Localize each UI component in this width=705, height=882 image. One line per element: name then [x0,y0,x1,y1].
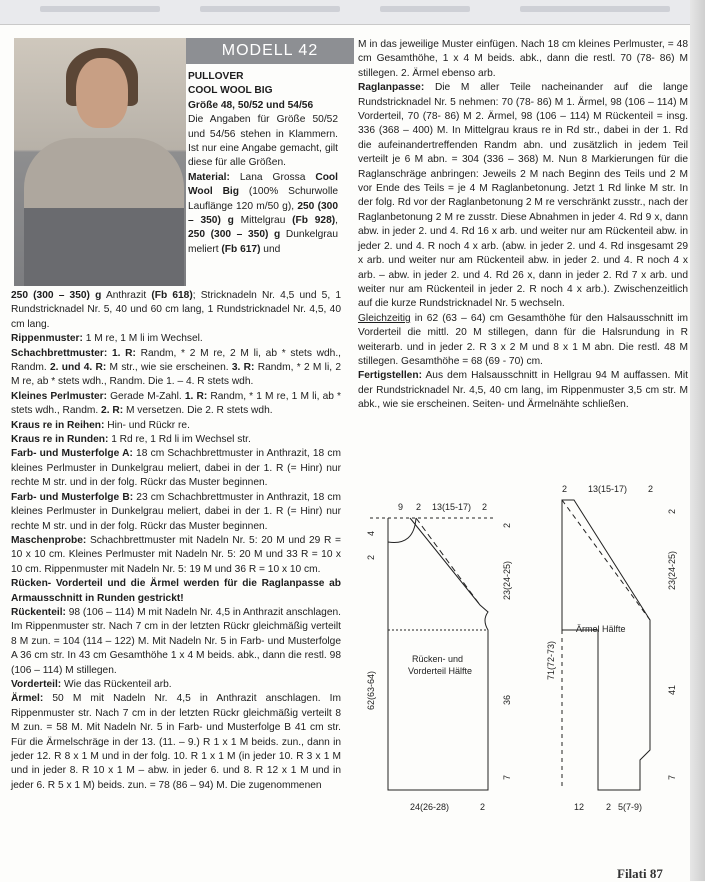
material-brand: Lana Grossa [239,171,316,183]
material-code-1: (Fb 928) [292,215,336,227]
text-run: 2. und 4. R: [49,362,107,374]
sizes-text: Die Angaben für Größe 50/52 und 54/56 stehen in Klammern. Ist nur eine Angabe gemacht, gilt diese für alle Größen. [188,114,338,169]
text-run: Gleichzeitig [358,312,411,324]
instructions-right-column [358,38,688,413]
paragraph [11,332,341,346]
paragraph [358,312,688,370]
dim-sleeve-top-2b: 2 [648,484,654,494]
text-run: ; Stricknadeln Nr. 4,5 und 5, 1 Rundstricknadel Nr. 5, 40 und 60 cm lang, 1 Rundstricknadel Nr. 4,5, 40 cm lang. [11,290,341,330]
page-edge-bleed [690,0,705,881]
dim-raglan-height: 23(24-25) [502,560,512,600]
material-qty-2: 250 (300 – 350) g [188,229,281,241]
front-label-2: Vorderteil Hälfte [408,666,473,676]
text-run: Randm, * 2 M li, 2 M re, ab * stets wdh., Randm. Die 1. – 4. R stets wdh. [11,362,341,388]
dim-sleeve-rib: 7 [667,774,677,780]
paragraph [11,577,341,606]
neck-curve [388,518,416,543]
paragraph [358,369,688,412]
text-run: M versetzen. Die 2. R stets wdh. [123,405,273,417]
text-run: in 62 (63 – 64) cm Gesamthöhe für den Halsausschnitt im Vorderteil die mittl. 20 M stillegen, dann für die Halsrundung in R weiterarb. und in jeder 2. R 3 x 2 M und 8 x 1 M abn. Die restl. 48 M stillegen. Gesamthöhe = 68 (69 - 70) cm. [358,312,688,367]
material-label: Material: [188,171,230,183]
text-run: Farb- und Musterfolge A: [11,448,133,460]
text-run: 1. R: [184,390,208,402]
material-color-2: Dunkelgrau meliert [188,229,338,255]
material-code-2: (Fb 617) [221,243,261,255]
text-run: 98 (106 – 114) M mit Nadeln Nr. 4,5 in Anthrazit anschlagen. Im Rippenmuster str. Nach 7 cm in der letzten Rückr gleichmäßig verteilt 8 M zun. = 104 (114 – 122) M. Mit Nadeln Nr. 5 in Farb- und Musterfolge A 36 cm str. In 43 cm Gesamthöhe 1 x 4 M beids. abk., dann die restl. 98 (106 – 114) M stillegen. [11,606,341,676]
sleeve-dims [546,484,677,812]
dim-front-top-2a: 2 [416,502,422,512]
text-run: Rückenteil: [11,606,66,618]
text-run: 1 M re, 1 M li im Wechsel. [82,333,203,345]
sleeve-outline [562,500,650,790]
paragraph [358,38,688,81]
text-run: Anthrazit [101,290,152,301]
dim-sleeve-length: 41 [667,684,677,695]
dim-sleeve-raglan: 23(24-25) [667,550,677,590]
text-run: Maschenprobe: [11,534,87,546]
text-run: Schachbrettmuster: 1. R: [11,347,136,359]
text-run: 23 cm Schachbrettmuster in Anthrazit, 18 cm kleines Perlmuster in Dunkelgrau meliert, dabei in der 1. R (= Hinr) nur rechte M str. und in der folg. Rückr das Muster beginnen. [11,491,341,532]
text-run: Wie das Rückenteil arb. [61,678,172,690]
text-run: Fertigstellen: [358,370,422,382]
material-text [188,171,338,257]
dim-neck-depth: 4 [366,530,376,536]
sleeve-label: Ärmel Hälfte [576,624,626,634]
paragraph [11,491,341,534]
dim-front-bottom-2: 2 [480,802,486,812]
text-run: Gerade M-Zahl. [106,390,185,402]
dim-front-left-2: 2 [366,554,376,560]
paragraph [11,347,341,390]
garment-type: PULLOVER [188,71,244,82]
front-label-1: Rücken- und [412,654,464,664]
paragraph [11,606,341,678]
paragraph [11,433,341,447]
text-run: Schachbrettmuster mit Nadeln Nr. 5: 20 M und 29 R = 10 x 10 cm. Kleines Perlmuster mit Nadeln Nr. 5: 20 M und 33 R = 10 x 10 cm. Rippenmuster mit Nadeln Nr. 5: 19 M und 36 R = 10 x 10 cm. [11,534,341,575]
text-run: Aus dem Halsausschnitt in Hellgrau 94 M auffassen. Mit der Rundstricknadel Nr. 4,5, 40 cm lang, im Rippenmuster 3,5 cm str. M abk., wie sie erscheinen. Seiten- und Ärmelnähte schließen. [358,370,688,411]
dim-front-top-raglan: 13(15-17) [432,502,472,512]
paragraph [11,447,341,490]
dim-body-height: 36 [502,694,512,705]
text-run: Rücken- Vorderteil und die Ärmel werden für die Raglanpasse ab Armausschnitt in Runden gestrickt! [11,578,341,604]
material-spec: (100% Schurwolle Lauflänge 120 m/50 g), [188,186,339,212]
dim-front-width: 24(26-28) [410,802,450,812]
dim-sleeve-cuff: 12 [574,802,585,812]
dim-sleeve-bottom-2: 2 [606,802,612,812]
text-run: M str., wie sie erscheinen. [106,362,232,374]
dim-front-right-2: 2 [502,522,512,528]
dim-neck-width: 9 [398,502,404,512]
model-number-banner: MODELL 42 [186,38,354,64]
text-run: Farb- und Musterfolge B: [11,491,134,503]
text-run: (Fb 618) [151,290,193,301]
dim-sleeve-increase: 5(7-9) [618,802,643,812]
dim-sleeve-top-raglan: 13(15-17) [588,484,628,494]
paragraph [11,534,341,577]
text-run: Raglanpasse: [358,82,425,94]
text-run: 250 (300 – 350) g [11,290,102,301]
paragraph [11,390,341,419]
material-yarn: Cool Wool Big [188,171,338,198]
intro-block [188,70,338,257]
paragraph [11,692,341,793]
text-run: 3. R: [231,362,255,374]
text-run: Die M aller Teile nacheinander auf die lange Rundstricknadel Nr. 5 nehmen: 70 (78- 86) M 1. Ärmel, 98 (106 – 114) M Vorderteil, 70 (78- 86) M 2. Ärmel, 98 (106 – 114) M Rückenteil = insg. 336 (368 – 400) M. In Mittelgrau kraus re in Rd str., dabei in der 1. Rd die aufeinandertreffenden Randm abn. und zusätzlich in jedem Teil verteilt je 6 M abn. = 304 (336 – 368) M. Nun 8 Markierungen für die Raglanschräge anbringen: Jeweils 2 M nach Beginn des Teils und 2 M vor Ende des Teils = je 4 M Raglanbetonung. Jetzt 1 Rd linke M str. In der folg. Rd vor der Raglanbetonung 2 M re verschränkt zusstr., nach der Raglanbetonung 2 M re zusstr. Diese Abnahmen in jeder 4. Rd 9 x, dann abw. in jeder 2. und 4. Rd 16 x arb. und weiter nur am Rückenteil abw. in jeder 2. und 4. R noch 4 x arb. (abw. in jeder 2. und 4. Rd insgesamt 29 x arb. und weiter nur am Rückenteil abw. in jeder 2. und 4. R noch 4 x arb. – abw. in jeder 2. und 4. Rd 26 x, dann in jeder 2. Rd 7 x arb. und weiter nur am Rückenteil in jeder 2. R noch 4 x arb.). Zwischenzeitlich auf die kurze Rundstricknadel Nr. 5 wechseln. [358,82,688,310]
text-run: 1 Rd re, 1 Rd li im Wechsel str. [108,434,251,446]
schematic-diagram [350,480,685,835]
material-sep: , [335,215,338,227]
text-run: Kraus re in Runden: [11,434,109,446]
text-run: Rippenmuster: [11,333,83,345]
dim-front-top-2b: 2 [482,502,488,512]
paragraph [11,419,341,433]
dim-rib-height: 7 [502,774,512,780]
paragraph [11,289,341,332]
text-run: Ärmel: [11,693,44,705]
dim-sleeve-right-2: 2 [667,508,677,514]
text-run: Randm, * 1 M re, 1 M li, ab * stets wdh., Randm. [11,390,341,417]
page-footer: Filati 87 [617,866,663,881]
dim-total-height: 62(63-64) [366,670,376,710]
yarn-name: COOL WOOL BIG [188,85,273,97]
dim-sleeve-top-2a: 2 [562,484,568,494]
material-and: und [260,243,281,255]
material-color-1: Mittelgrau [233,215,293,227]
text-run: Hin- und Rückr re. [104,419,190,431]
text-run: Randm, * 2 M re, 2 M li, ab * stets wdh., Randm. [11,347,341,374]
text-run: Kraus re in Reihen: [11,419,105,431]
previous-page-bleed [0,0,705,25]
paragraph [358,81,688,312]
text-run: 2. R: [101,405,124,417]
instructions-left-column [11,289,341,793]
text-run: 50 M mit Nadeln Nr. 4,5 in Anthrazit anschlagen. Im Rippenmuster str. Nach 7 cm in der letzten Rückr gleichmäßig verteilt 8 M zun. = 58 M. Mit Nadeln Nr. 5 in Farb- und Musterfolge B 41 cm str. Für die Ärmelschräge in der 13. (11. – 9.) R 1 x 1 M beids. zun., dann in jeder 12. R 8 x 1 M und in der folg. 10. R 1 x 1 M (in jeder 10. R 3 x 1 M und in jeder 8. R 10 x 1 M – abw. in jeder 6. und 8. R 12 x 1 M und in jeder 6. R 5 x 1 M) beids. zun. = 78 (86 – 94) M. Die zugenommenen [11,693,341,791]
text-run: Kleines Perlmuster: [11,390,107,402]
paragraph [11,678,341,692]
sizes-line: Größe 48, 50/52 und 54/56 [188,99,314,111]
text-run: Vorderteil: [11,678,62,690]
text-run: 18 cm Schachbrettmuster in Anthrazit, 18 cm kleines Perlmuster in Dunkelgrau meliert, dabei in der 1. R (= Hinr) nur rechte M str. und in der folg. Rückr das Muster beginnen. [11,448,341,489]
model-photo [14,38,186,286]
text-run: M in das jeweilige Muster einfügen. Nach 18 cm kleines Perlmuster, = 48 cm Gesamthöhe, 1 x 4 M beids. abk., dann die restl. 70 (78- 86) M stillegen. 2. Ärmel ebenso arb. [358,39,688,79]
material-qty-1: 250 (300 – 350) g [188,200,338,227]
dim-sleeve-total: 71(72-73) [546,640,556,680]
